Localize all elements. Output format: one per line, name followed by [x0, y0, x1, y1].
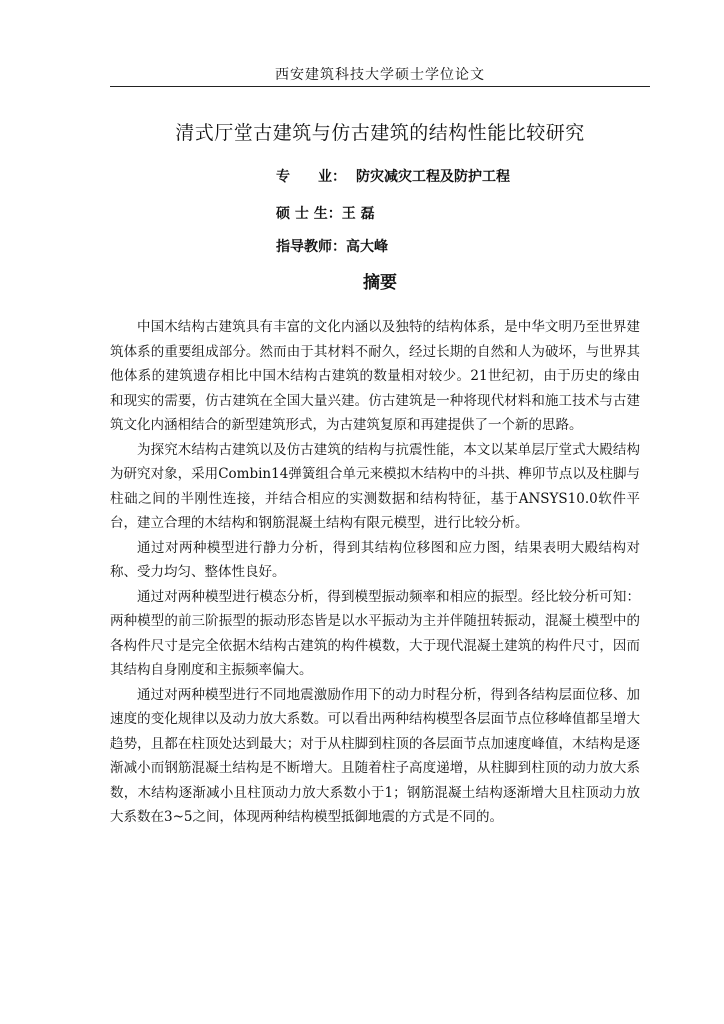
header-rule — [110, 86, 650, 87]
running-header: 西安建筑科技大学硕士学位论文 — [275, 67, 485, 83]
abstract-paragraph: 为探究木结构古建筑以及仿古建筑的结构与抗震性能，本文以某单层厅堂式大殿结构为研究对象，采用Combin14弹簧组合单元来模拟木结构中的斗拱、榫卯节点以及柱脚与柱础之间的半刚性连接，并结合相应的实测数据和结构特征，基于ANSYS10.0软件平台，建立合理的木结构和钢筋混凝土结构有限元模型，进行比较分析。 — [110, 441, 640, 531]
advisor-value: 高大峰 — [346, 239, 388, 255]
advisor-label: 指导教师： — [276, 239, 346, 255]
abstract-paragraph: 通过对两种模型进行模态分析，得到模型振动频率和相应的振型。经比较分析可知：两种模型的前三阶振型的振动形态皆是以水平振动为主并伴随扭转振动，混凝土模型中的各构件尺寸是完全依据木结构古建筑的构件模数，大于现代混凝土建筑的构件尺寸，因而其结构自身刚度和主振频率偏大。 — [110, 588, 640, 678]
abstract-paragraph: 通过对两种模型进行静力分析，得到其结构位移图和应力图，结果表明大殿结构对称、受力均匀、整体性良好。 — [110, 539, 640, 580]
abstract-body — [110, 315, 640, 830]
advisor-line — [276, 236, 388, 256]
thesis-title: 清式厅堂古建筑与仿古建筑的结构性能比较研究 — [175, 122, 585, 144]
abstract-paragraph: 中国木结构古建筑具有丰富的文化内涵以及独特的结构体系，是中华文明乃至世界建筑体系的重要组成部分。然而由于其材料不耐久，经过长期的自然和人为破坏，与世界其他体系的建筑遗存相比中国木结构古建筑的数量相对较少。21世纪初，由于历史的缘由和现实的需要，仿古建筑在全国大量兴建。仿古建筑是一种将现代材料和施工技术与古建筑文化内涵相结合的新型建筑形式，为古建筑复原和再建提供了一个新的思路。 — [110, 319, 640, 433]
abstract-paragraph: 通过对两种模型进行不同地震激励作用下的动力时程分析，得到各结构层面位移、加速度的变化规律以及动力放大系数。可以看出两种结构模型各层面节点位移峰值都呈增大趋势，且都在柱顶处达到最大；对于从柱脚到柱顶的各层面节点加速度峰值，木结构是逐渐减小而钢筋混凝土结构是不断增大。且随着柱子高度递增，从柱脚到柱顶的动力放大系数，木结构逐渐减小且柱顶动力放大系数小于1；钢筋混凝土结构逐渐增大且柱顶动力放大系数在3~5之间，体现两种结构模型抵御地震的方式是不同的。 — [110, 686, 640, 825]
major-value: 防灾减灾工程及防护工程 — [356, 169, 510, 185]
abstract-heading: 摘要 — [363, 273, 397, 293]
major-line — [276, 166, 510, 186]
student-label: 硕 士 生： — [276, 206, 342, 222]
student-value: 王 磊 — [341, 206, 375, 222]
major-label: 专 业： — [276, 169, 346, 185]
student-line — [276, 203, 375, 223]
